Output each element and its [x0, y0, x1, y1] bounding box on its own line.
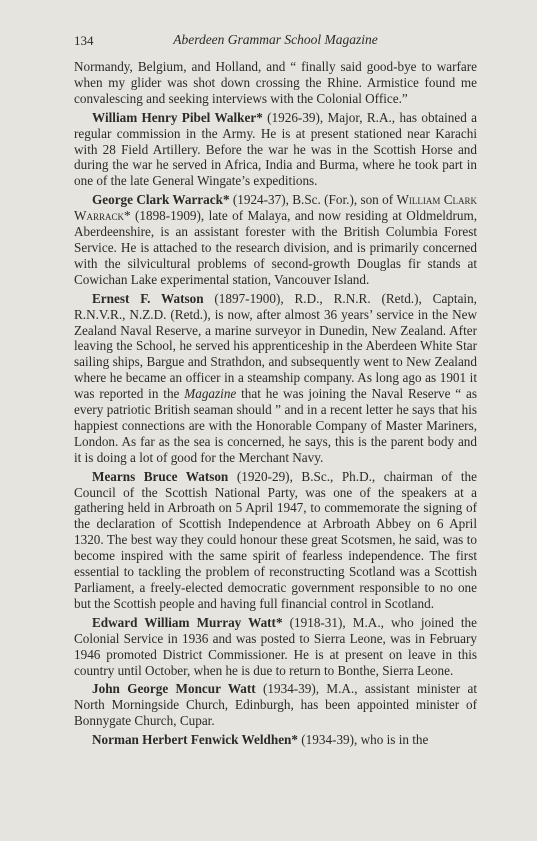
entry-paragraph — [74, 192, 477, 287]
entry-paragraph — [74, 615, 477, 679]
entry-text: (1897-1900), R.D., R.N.R. (Retd.), Captain, R.N.V.R., N.Z.D. (Retd.), is now, after almost 36 years’ service in the New Zealand Naval Reserve, a marine surveyor in Dunedin, New Zealand. After leaving the School, he served his apprenticeship in the Aberdeen White Star sailing ships, Bargue and Strathdon, and subsequently went to New Zealand where he became an officer in a steamship company. As long ago as 1901 it was reported in the — [74, 290, 477, 402]
entry-text: (1934-39), who is in the — [297, 732, 429, 748]
person-name: John George Moncur Watt — [92, 681, 256, 697]
entry-text: (1934-39), M.A., assistant minister at North Morningside Church, Edinburgh, has been appointed minister of Bonnygate Church, Cupar. — [74, 681, 477, 729]
entry-paragraph — [74, 732, 477, 748]
entry-paragraph — [74, 110, 477, 190]
running-title: Aberdeen Grammar School Magazine — [173, 32, 378, 47]
entry-text: (1920-29), B.Sc., Ph.D., chairman of the Council of the Scottish National Party, was one of the speakers at a gathering held in Arbroath on 5 April 1947, to commemorate the signing of the declaration of Scottish Independence at Arbroath Abbey on 6 April 1320. The best way they could honour these great Scotsmen, he said, was to become inspired with the same spirit of fearless independence. The first essential to tackling the problem of reconstructing Scotland was a Scottish Parliament, a freely-elected democratic government responsible to no one but the Scottish people and having full financial control in Scotland. — [74, 468, 477, 611]
page-header — [74, 30, 477, 50]
entry-text: that he was joining the Naval Reserve “ as every patriotic British seaman should ” and in a recent letter he says that his happiest connections are with the Honorable Company of Master Mariners, London. As far as the sea is concerned, he says, this is the parent body and it is doing a lot of good for the Merchant Navy. — [74, 386, 477, 465]
person-name: Edward William Murray Watt* — [92, 614, 283, 630]
continued-paragraph — [74, 59, 477, 107]
person-name: William Henry Pibel Walker* — [92, 109, 263, 125]
entry-text: (1926-39), Major, R.A., has obtained a regular commission in the Army. He is at present stationed near Karachi with 28 Field Artillery. Before the war he was in the Scottish Horse and during the war he served in Africa, India and Burma, where he took part in one of the late General Wingate’s expeditions. — [74, 109, 477, 189]
small-caps-name: William Clark Warrack — [74, 192, 478, 224]
page-number: 134 — [74, 33, 94, 48]
entry-text: (1918-31), M.A., who joined the Colonial Service in 1936 and was posted to Sierra Leone, was in February 1946 promoted District Commissioner. He is at present on leave in this country until October, when he is due to return to Bonthe, Sierra Leone. — [74, 614, 477, 678]
entry-text: Normandy, Belgium, and Holland, and “ finally said good-bye to warfare when my glider was shot down crossing the Rhine. Armistice found me convalescing and seeking interviews with the Colonial Office.” — [74, 59, 477, 106]
person-name: Ernest F. Watson — [92, 290, 204, 306]
person-name: Norman Herbert Fenwick Weldhen* — [92, 732, 298, 748]
person-name: George Clark Warrack* — [92, 192, 230, 208]
entry-paragraph — [74, 681, 477, 729]
entry-paragraph — [74, 469, 477, 612]
person-name: Mearns Bruce Watson — [92, 468, 229, 484]
entry-text: * (1898-1909), late of Malaya, and now residing at Oldmeldrum, Aberdeenshire, is an assistant forester with the British Columbia Forest Service. He is attached to the research division, and is primarily concerned with the silvicultural problems of second-growth Douglas fir stands at Cowichan Lake experimental station, Vancouver Island. — [74, 208, 477, 287]
italic-title: Magazine — [184, 386, 237, 402]
body-text — [74, 59, 477, 748]
entry-paragraph — [74, 291, 477, 466]
entry-text: (1924-37), B.Sc. (For.), son of — [229, 192, 397, 208]
